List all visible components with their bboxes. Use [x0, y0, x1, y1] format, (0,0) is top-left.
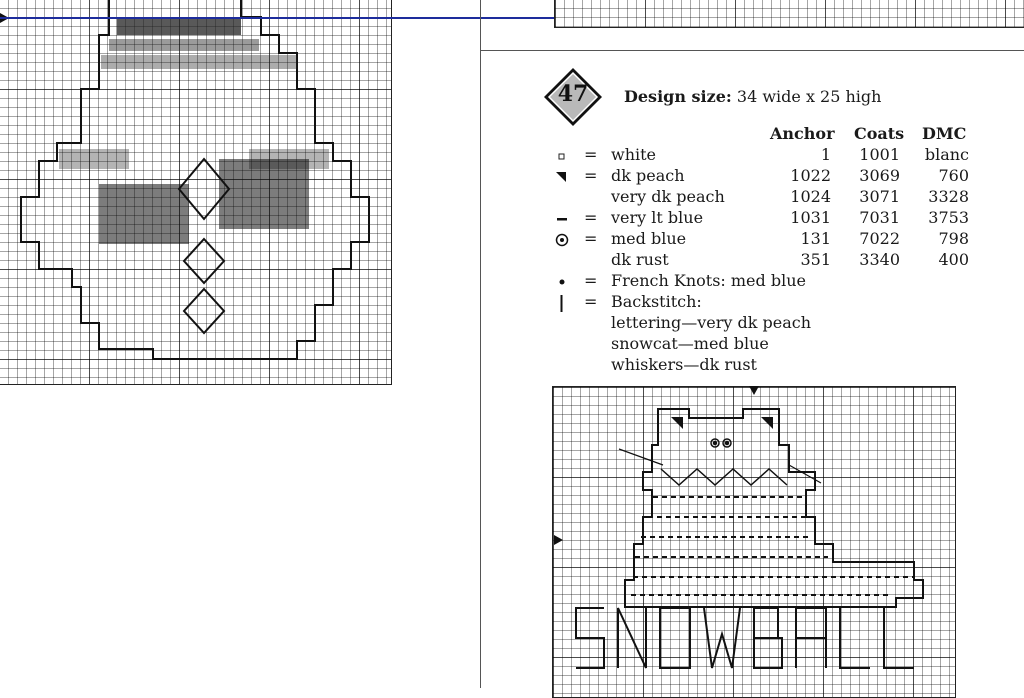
coats-number: 1001 [859, 145, 900, 164]
cat-eyes [711, 439, 731, 447]
anchor-number: 351 [800, 250, 831, 269]
dmc-number: 3328 [928, 187, 969, 206]
thread-row: = white 1 1001 blanc [0, 145, 1024, 166]
snowball-backstitch-lettering [572, 604, 932, 684]
thread-row: = very lt blue 1031 7031 3753 [0, 208, 1024, 229]
header-dmc: DMC [922, 124, 967, 143]
anchor-number: 1024 [790, 187, 831, 206]
thread-name: very lt blue [611, 208, 704, 227]
french-knots-row: = French Knots: med blue [0, 271, 1024, 292]
design-size [624, 87, 881, 106]
whisker-lines [619, 449, 821, 483]
anchor-number: 1022 [790, 166, 831, 185]
thread-row [0, 187, 1024, 208]
thread-name: dk peach [611, 166, 685, 185]
pattern-number: 47 [557, 81, 589, 107]
dmc-number: 3753 [928, 208, 969, 227]
header-coats: Coats [854, 124, 905, 143]
thread-name: white [611, 145, 657, 164]
coats-number: 7031 [859, 208, 900, 227]
header-anchor: Anchor [770, 124, 835, 143]
center-marker-arrow-icon [554, 535, 563, 545]
backstitch-line: snowcat—med blue [611, 334, 769, 353]
anchor-number: 1 [820, 145, 831, 164]
whisker-zigzag [661, 469, 787, 485]
design-size-value: 34 wide x 25 high [736, 87, 882, 106]
anchor-number: 1031 [790, 208, 831, 227]
center-marker-arrow-icon [749, 386, 759, 395]
small-open-square-icon [552, 145, 572, 166]
coats-number: 3069 [859, 166, 900, 185]
backstitch-row: = Backstitch: [0, 292, 1024, 313]
corner-triangle-icon [552, 166, 572, 187]
thread-row: = dk peach 1022 3069 760 [0, 166, 1024, 187]
thread-name: dk rust [611, 250, 669, 269]
dotted-circle-icon [552, 229, 572, 250]
dmc-number: blanc [924, 145, 969, 164]
dmc-number: 798 [938, 229, 969, 248]
pattern-number-badge [542, 66, 604, 128]
coats-number: 3340 [859, 250, 900, 269]
thread-name: med blue [611, 229, 687, 248]
coats-number: 7022 [859, 229, 900, 248]
dash-icon [552, 208, 572, 229]
backstitch-title: Backstitch: [611, 292, 702, 311]
backstitch-line: whiskers—dk rust [611, 355, 757, 374]
coats-number: 3071 [859, 187, 900, 206]
thread-row: = med blue 131 7022 798 [0, 229, 1024, 250]
thread-name: very dk peach [611, 187, 725, 206]
body-dashes [631, 497, 913, 595]
dmc-number: 400 [938, 250, 969, 269]
vertical-line-icon [552, 292, 572, 313]
anchor-number: 131 [800, 229, 831, 248]
top-right-chart-grid [554, 0, 1024, 28]
section-divider [480, 50, 1024, 51]
thread-row [0, 250, 1024, 271]
french-knots-text: French Knots: med blue [611, 271, 806, 290]
design-size-label: Design size: [624, 87, 732, 106]
backstitch-line: lettering—very dk peach [611, 313, 812, 332]
dmc-number: 760 [938, 166, 969, 185]
dot-icon [552, 271, 572, 292]
